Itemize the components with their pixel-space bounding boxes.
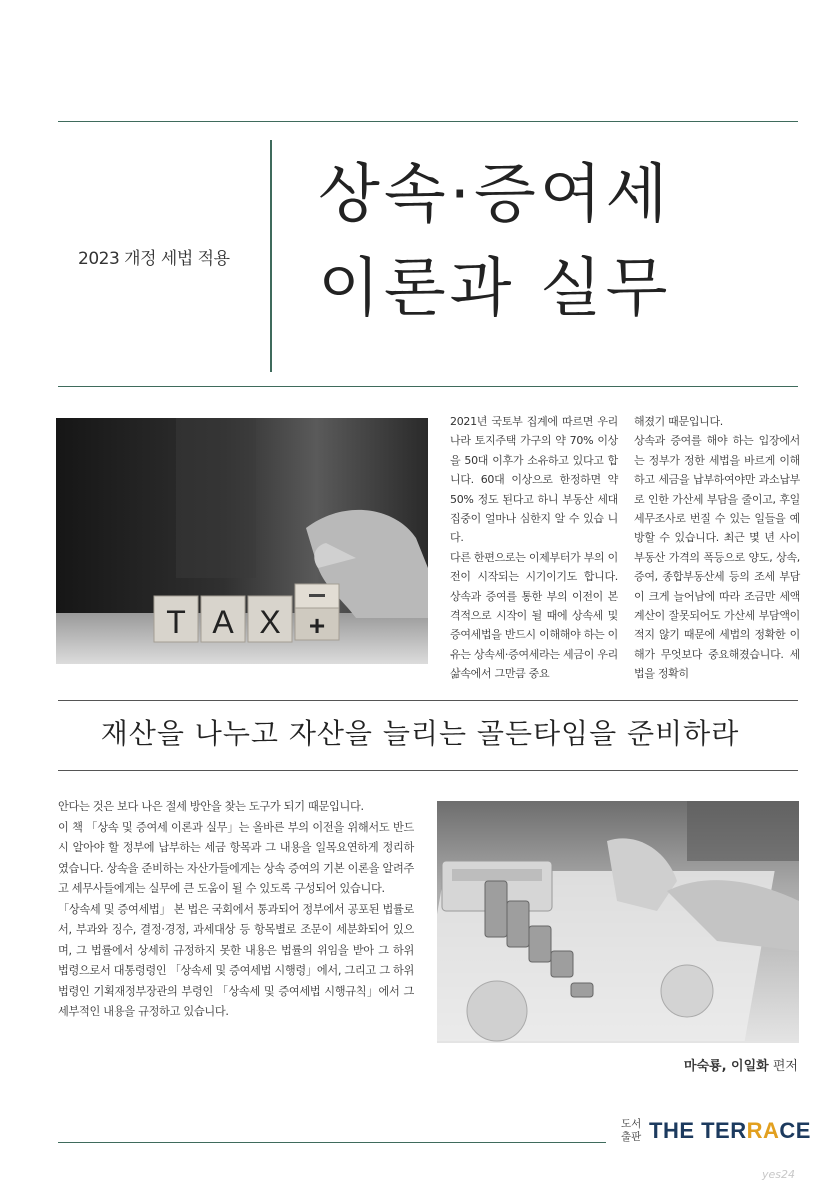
body-paragraph: 「상속세 및 증여세법」 본 법은 국회에서 통과되어 정부에서 공포된 법률로서, 부과와 징수, 결정·경정, 과세대상 등 항목별로 조문이 세분화되어 있으며, 그 법률에서 상세히 규정하지 못한 내용은 법률의 위임을 받아 그 하위 법령으로서 대통령령인 「상속세 및 증여세법 시행령」에서, 그리고 그 하위 법령인 기획재정부장관의 부령인 「상속세 및 증여세법 시행규칙」에서 그 세부적인 내용을 규정하고 있습니다. bbox=[58, 902, 414, 1018]
publisher-name-part2: CE bbox=[779, 1118, 811, 1143]
intro-paragraph: 해졌기 때문입니다. bbox=[634, 415, 724, 428]
book-title bbox=[318, 148, 671, 336]
publisher-label-line1: 도서 bbox=[621, 1118, 642, 1130]
publisher-name-accent: RA bbox=[746, 1118, 780, 1143]
tagline: 재산을 나누고 자산을 늘리는 골든타임을 준비하라 bbox=[100, 717, 740, 750]
body-paragraph: 안다는 것은 보다 나은 절세 방안을 찾는 도구가 되기 때문입니다. bbox=[58, 800, 364, 813]
body-text bbox=[58, 797, 414, 1023]
publisher-label bbox=[621, 1118, 643, 1144]
authors bbox=[684, 1055, 798, 1074]
author-names: 마숙룡, 이일화 bbox=[683, 1059, 769, 1074]
bottom-rule bbox=[58, 1142, 606, 1143]
coins-photo-illustration bbox=[437, 801, 799, 1043]
publisher-logo bbox=[621, 1118, 811, 1144]
watermark: yes24 bbox=[762, 1168, 796, 1181]
intro-paragraph: 2021년 국토부 집계에 따르면 우리나라 토지주택 가구의 약 70% 이상을 50대 이후가 소유하고 있다고 합니다. 60대 이상으로 한정하면 약 50% 정도 된다고 하니 부동산 세대 집중이 얼마나 심한지 알 수 있습 니다. bbox=[450, 415, 618, 545]
intro-paragraph: 다른 한편으로는 이제부터가 부의 이전이 시작되는 시기이기도 합니다. 상속과 증여를 통한 부의 이전이 본격적으로 시작이 될 때에 상속세 및 증여세법을 반드시 이해해야 하는 이유는 상속세·증여세라는 세금이 우리 삶속에서 그만큼 중요 bbox=[450, 550, 618, 681]
tagline-bottom-rule bbox=[58, 770, 798, 771]
tax-block-a: A bbox=[212, 604, 234, 640]
tax-block-plus: + bbox=[308, 610, 326, 641]
body-paragraph: 이 책 「상속 및 증여세 이론과 실무」는 올바른 부의 이전을 위해서도 반드시 알아야 할 정부에 납부하는 세금 항목과 그 내용을 일목요연하게 정리하였습니다. 상속을 준비하는 자산가들에게는 상속 증여의 기본 이론을 알려주고 세무사들에게는 실무에 큰 도움이 될 수 있도록 구성되어 있습니다. bbox=[58, 820, 414, 895]
tax-block-x: X bbox=[259, 604, 281, 640]
title-line-2: 이론과 실무 bbox=[318, 252, 672, 326]
publisher-name bbox=[649, 1118, 811, 1144]
intro-column-2 bbox=[634, 412, 800, 684]
publisher-name-part1: THE TER bbox=[649, 1118, 747, 1143]
intro-column-1 bbox=[450, 412, 618, 684]
title-line-1: 상속·증여세 bbox=[318, 158, 672, 232]
publisher-label-line2: 출판 bbox=[621, 1131, 642, 1143]
authors-role: 편저 bbox=[772, 1059, 798, 1074]
edition-note: 2023 개정 세법 적용 bbox=[78, 249, 230, 269]
title-divider bbox=[270, 140, 272, 372]
tagline-top-rule bbox=[58, 700, 798, 701]
tax-block-t: T bbox=[166, 604, 186, 640]
intro-paragraph: 상속과 증여를 해야 하는 입장에서는 정부가 정한 세법을 바르게 이해하고 세금을 납부하여야만 과소납부로 인한 가산세 부담을 줄이고, 후일 세무조사로 번질 수 있는 일들을 예방할 수 있습니다. 최근 몇 년 사이 부동산 가격의 폭등으로 양도, 상속, 증여, 종합부동산세 등의 조세 부담이 크게 늘어남에 따라 조금만 세액계산이 잘못되어도 가산세 부담액이 적지 않기 때문에 세법의 정확한 이해가 무엇보다 중요해졌습니다. 세법을 정확히 bbox=[634, 434, 800, 681]
tax-blocks-photo bbox=[56, 418, 428, 664]
top-rule bbox=[58, 121, 798, 122]
coins-calculator-photo bbox=[437, 801, 799, 1043]
title-bottom-rule bbox=[58, 386, 798, 387]
